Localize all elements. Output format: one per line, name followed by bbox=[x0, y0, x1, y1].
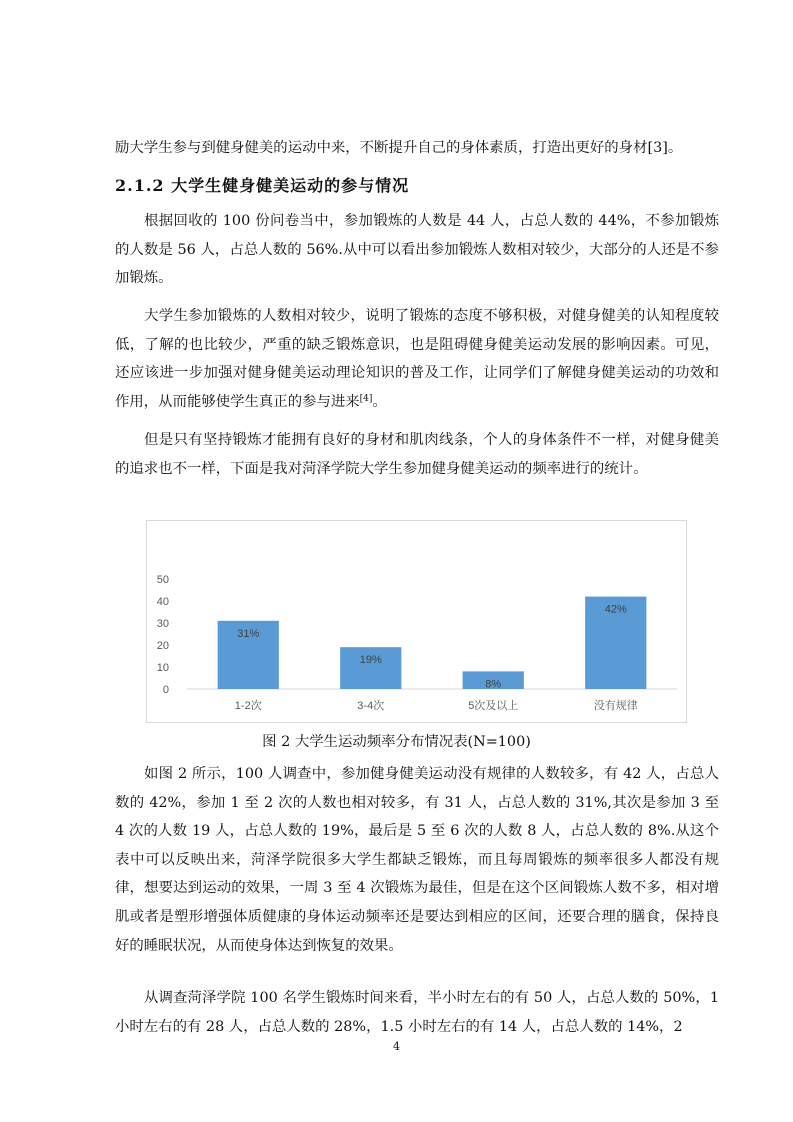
x-tick-label: 没有规律 bbox=[593, 700, 638, 712]
data-label: 42% bbox=[604, 603, 627, 616]
citation-ref: [4] bbox=[359, 393, 373, 404]
paragraph-duration: 从调查菏泽学院 100 名学生锻炼时间来看，半小时左右的有 50 人，占总人数的 50%，1 小时左右的有 28 人，占总人数的 28%，1.5 小时左右的有 14 人，占总人数的 14%，2 bbox=[115, 990, 719, 1035]
x-tick-label: 1-2次 bbox=[234, 700, 262, 712]
y-tick-label: 40 bbox=[156, 596, 169, 608]
figure-caption: 图 2 大学生运动频率分布情况表(N=100) bbox=[262, 734, 531, 750]
y-tick-label: 30 bbox=[156, 618, 169, 630]
paragraph-frequency-intro: 但是只有坚持锻炼才能拥有良好的身材和肌肉线条，个人的身体条件不一样，对健身健美的追求也不一样，下面是我对菏泽学院大学生参加健身健美运动的频率进行的统计。 bbox=[115, 432, 719, 477]
paragraph-awareness-end: 。 bbox=[372, 393, 387, 410]
paragraph-analysis: 如图 2 所示，100 人调查中，参加健身健美运动没有规律的人数较多，有 42 人，占总人数的 42%，参加 1 至 2 次的人数也相对较多，有 31 人，占总人数的 31%,其次是参加 3 至 4 次的人数 19 人，占总人数的 19%，最后是 5 至 6 次的人数 8 人，占总人数的 8%.从这个表中可以反映出来，菏泽学院很多大学生都缺乏锻炼，而且每周锻炼的频率很多人都没有规律，想要达到运动的效果，一周 3 至 4 次锻炼为最佳，但是在这个区间锻炼人数不多，相对增肌或者是塑形增强体质健康的身体运动频率还是要达到相应的区间，还要合理的膳食，保持良好的睡眠状况，从而使身体达到恢复的效果。 bbox=[115, 766, 719, 954]
page-number: 4 bbox=[393, 1040, 400, 1053]
frequency-bar-chart bbox=[146, 520, 687, 723]
data-label: 19% bbox=[359, 654, 382, 667]
paragraph-intro-end: 励大学生参与到健身健美的运动中来，不断提升自己的身体素质，打造出更好的身材[3]。 bbox=[115, 140, 683, 156]
y-tick-label: 50 bbox=[156, 574, 169, 586]
paragraph-participation: 根据回收的 100 份问卷当中，参加锻炼的人数是 44 人，占总人数的 44%，不参加锻炼的人数是 56 人，占总人数的 56%.从中可以看出参加锻炼人数相对较少，大部分的人还是不参加锻炼。 bbox=[115, 213, 719, 287]
y-tick-label: 10 bbox=[156, 662, 169, 674]
y-tick-label: 20 bbox=[156, 640, 169, 652]
section-heading: 2.1.2 大学生健身健美运动的参与情况 bbox=[115, 176, 410, 195]
y-tick-label: 0 bbox=[162, 684, 169, 696]
chart-svg bbox=[147, 521, 686, 722]
paragraph-awareness bbox=[115, 302, 719, 416]
x-tick-label: 3-4次 bbox=[357, 700, 385, 712]
data-label: 8% bbox=[485, 678, 502, 691]
x-tick-label: 5次及以上 bbox=[468, 700, 519, 712]
paragraph-awareness-text: 大学生参加锻炼的人数相对较少，说明了锻炼的态度不够积极，对健身健美的认知程度较低，了解的也比较少，严重的缺乏锻炼意识，也是阻碍健身健美运动发展的影响因素。可见，还应该进一步加强对健身健美运动理论知识的普及工作，让同学们了解健身健美运动的功效和作用，从而能够使学生真正的参与进来 bbox=[115, 308, 719, 410]
data-label: 31% bbox=[237, 627, 260, 640]
